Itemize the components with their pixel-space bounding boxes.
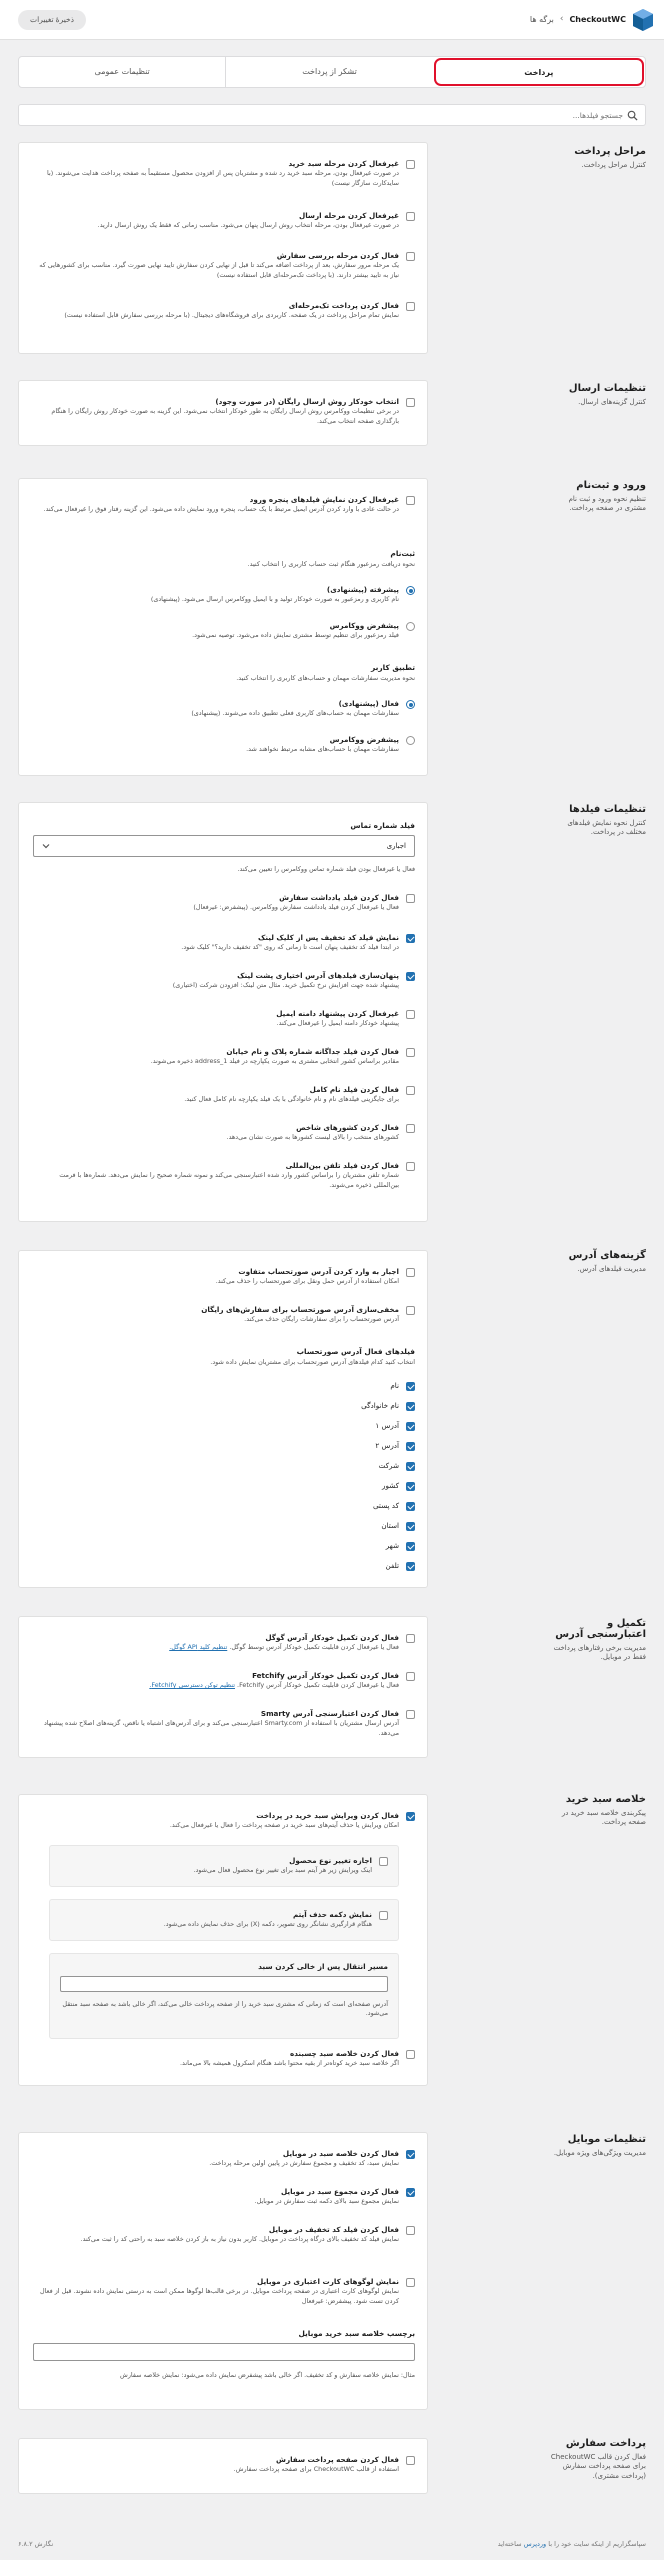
option-order-pay: فعال کردن صفحه پرداخت سفارش استفاده از قالب CheckoutWC برای صفحه پرداخت سفارش. — [33, 2455, 415, 2475]
checkbox[interactable] — [406, 1442, 415, 1451]
option-full-name: فعال کردن فیلد نام کامل برای جایگزینی فیلدهای نام و نام خانوادگی با یک فیلد یکپارچه نام کامل فعال کنید. — [33, 1085, 415, 1105]
checkbox[interactable] — [406, 2278, 415, 2287]
phone-field-help: فعال یا غیرفعال بودن فیلد شماره تماس ووکامرس را تعیین می‌کند. — [237, 865, 415, 873]
section-shipping-header — [546, 383, 646, 407]
option-coupon-link: نمایش فیلد کد تخفیف پس از کلیک لینک در ابتدا فیلد کد تخفیف پنهان است تا زمانی که روی "کد تخفیف دارید؟" کلیک شود. — [33, 933, 415, 953]
checkbox[interactable] — [406, 1634, 415, 1643]
section-title: گزینه‌های آدرس — [568, 1250, 646, 1261]
tab-general[interactable]: تنظیمات عمومی — [94, 67, 150, 76]
option-email-domain: غیرفعال کردن پیشنهاد دامنه ایمیل پیشنهاد خودکار دامنه ایمیل را غیرفعال می‌کند. — [33, 1009, 415, 1029]
tab-checkout[interactable]: پرداخت — [434, 58, 644, 86]
checkout-steps-card — [18, 142, 428, 354]
address-validation-card — [18, 1616, 428, 1758]
section-order-pay-header — [546, 2438, 646, 2481]
checkbox[interactable] — [406, 1710, 415, 1719]
cart-summary-card — [18, 1794, 428, 2086]
radio[interactable] — [406, 622, 415, 631]
checkbox[interactable] — [406, 1382, 415, 1391]
user-matching-group: تطبیق کاربر نحوه مدیریت سفارشات مهمان و حساب‌های کاربری را انتخاب کنید. — [236, 663, 415, 682]
option-variation-edit: اجازه تغییر نوع محصول اینک ویرایش زیر هر آیتم سبد برای تغییر نوع محصول فعال می‌شود. — [60, 1856, 388, 1876]
billing-field-state: استان — [33, 1521, 415, 1530]
option-mobile-totals: فعال کردن مجموع سبد در موبایل نمایش مجموع سبد بالای دکمه ثبت سفارش در موبایل. — [33, 2187, 415, 2207]
login-card — [18, 478, 428, 776]
checkbox[interactable] — [406, 160, 415, 169]
checkbox[interactable] — [379, 1857, 388, 1866]
section-desc: کنترل نحوه نمایش فیلدهای مختلف در پرداخت. — [567, 819, 646, 837]
option-hide-billing-free: مخفی‌سازی آدرس صورتحساب برای سفارش‌های رایگان آدرس صورتحساب را برای سفارشات رایگان حذف می‌کند. — [33, 1305, 415, 1325]
checkoutwc-logo-icon — [632, 8, 654, 32]
radio-registration-default: پیشفرض ووکامرس فیلد رمزعبور برای تنظیم توسط مشتری نمایش داده می‌شود. توصیه نمی‌شود. — [33, 621, 415, 641]
section-title: مراحل پرداخت — [574, 146, 646, 157]
checkbox[interactable] — [406, 1010, 415, 1019]
billing-field-first-name: نام — [33, 1381, 415, 1390]
section-checkout-steps-header — [546, 146, 646, 170]
section-desc: پیکربندی خلاصه سبد خرید در صفحه پرداخت. — [561, 1809, 646, 1827]
section-title: ورود و ثبت‌نام — [576, 480, 646, 491]
checkbox[interactable] — [406, 496, 415, 505]
option-disable-login-modal: غیرفعال کردن نمایش فیلدهای پنجره ورود در حالت عادی با وارد کردن آدرس ایمیل مرتبط با یک حساب، پنجره ورود نمایش داده می‌شود. این گزینه رفتار فوق را غیرفعال می‌کند. — [33, 495, 415, 515]
checkbox[interactable] — [406, 1162, 415, 1171]
checkbox[interactable] — [406, 1086, 415, 1095]
section-desc: کنترل گزینه‌های ارسال. — [578, 398, 646, 406]
option-force-billing: اجبار به وارد کردن آدرس صورتحساب متفاوت امکان استفاده از آدرس حمل ونقل برای صورتحساب را حذف می‌کند. — [33, 1267, 415, 1287]
section-desc: مدیریت فیلدهای آدرس. — [577, 1265, 646, 1273]
billing-field-last-name: نام خانوادگی — [33, 1401, 415, 1410]
checkbox[interactable] — [406, 934, 415, 943]
checkbox[interactable] — [406, 894, 415, 903]
radio-user-matching-enabled: فعال (پیشنهادی) سفارشات مهمان به حساب‌های کاربری فعلی تطبیق داده می‌شوند. (پیشنهادی) — [33, 699, 415, 719]
mobile-summary-label: برچسب خلاصه سبد خرید موبایل — [298, 2329, 415, 2338]
chevron-down-icon — [42, 842, 50, 850]
section-desc: کنترل مراحل پرداخت. — [581, 161, 646, 169]
checkbox[interactable] — [406, 1482, 415, 1491]
breadcrumb-app[interactable]: CheckoutWC — [569, 14, 626, 24]
section-title: خلاصه سبد خرید — [565, 1794, 646, 1805]
section-desc: مدیریت ویژگی‌های ویژه موبایل. — [553, 2149, 646, 2157]
checkbox[interactable] — [406, 972, 415, 981]
fetchify-token-link[interactable]: تنظیم توکن دسترسی Fetchify. — [149, 1681, 235, 1690]
checkbox[interactable] — [406, 1672, 415, 1681]
billing-field-address-2: آدرس ۲ — [33, 1441, 415, 1450]
option-review-step: فعال کردن مرحله بررسی سفارش یک مرحله مرور سفارش، بعد از پرداخت اضافه می‌کند تا قبل از نهایی کردن سفارش تایید نهایی صورت گیرد. مناسب برای کشورهایی که نیاز به تایید بیشتر دارند. (با پرداخت تک‌مرحله‌ای قابل استفاده نیست) — [33, 251, 415, 280]
option-remove-button: نمایش دکمه حذف آیتم هنگام قرارگیری نشانگر روی تصویر، دکمه (X) برای حذف نمایش داده می‌شود. — [60, 1910, 388, 1930]
checkbox[interactable] — [406, 2150, 415, 2159]
breadcrumb — [530, 14, 626, 24]
checkbox[interactable] — [406, 212, 415, 221]
checkbox[interactable] — [406, 1268, 415, 1277]
billing-field-city: شهر — [33, 1541, 415, 1550]
radio-registration-enhanced: پیشرفته (پیشنهادی) نام کاربری و رمزعبور به صورت خودکار تولید و با ایمیل ووکامرس ارسال می‌شود. (پیشنهادی) — [33, 585, 415, 605]
redirect-help: آدرس صفحه‌ای است که زمانی که مشتری سبد خرید را از صفحه پرداخت خالی می‌کند، اگر خالی باشد به صفحه سبد منتقل می‌شود. — [62, 2000, 388, 2018]
registration-group: ثبت‌نام نحوه دریافت رمزعبور هنگام ثبت حساب کاربری را انتخاب کنید. — [247, 549, 415, 568]
option-mobile-cart-summary: فعال کردن خلاصه سبد در موبایل نمایش سبد، کد تخفیف و مجموع سفارش در پایین اولین مرحله پرداخت. — [33, 2149, 415, 2169]
footer-version: نگارش ۶.۸.۲ — [18, 2540, 54, 2548]
mobile-summary-help: مثال: نمایش خلاصه سفارش و کد تخفیف. اگر خالی باشد پیشفرض نمایش داده می‌شود: نمایش خلاصه سفارش — [120, 2371, 415, 2379]
option-sticky-cart: فعال کردن خلاصه سبد چسبنده اگر خلاصه سبد خرید کوتاه‌تر از بقیه محتوا باشد هنگام اسکرول همیشه بالا می‌ماند. — [33, 2049, 415, 2069]
remove-button-box — [49, 1899, 399, 1941]
order-pay-card — [18, 2438, 428, 2494]
checkbox[interactable] — [406, 1124, 415, 1133]
option-fetchify: فعال کردن تکمیل خودکار آدرس Fetchify فعال یا غیرفعال کردن قابلیت تکمیل خودکار آدرس Fetchify. تنظیم توکن دسترسی Fetchify. — [33, 1671, 415, 1691]
option-disable-shipping-step: غیرفعال کردن مرحله ارسال در صورت غیرفعال بودن، مرحله انتخاب روش ارسال پنهان می‌شود. مناسب زمانی که فقط یک روش ارسال دارید. — [33, 211, 415, 231]
checkbox[interactable] — [406, 302, 415, 311]
section-title: پرداخت سفارش — [565, 2438, 646, 2449]
section-address-validation-header — [546, 1618, 646, 1663]
settings-tabs — [18, 56, 646, 88]
section-desc: مدیریت برخی رفتارهای پرداخت فقط در موبایل. — [553, 1644, 646, 1662]
empty-cart-redirect-input[interactable] — [60, 1976, 388, 1992]
option-smarty: فعال کردن اعتبارسنجی آدرس Smarty آدرس ارسال مشتریان با استفاده از Smarty.com اعتبارسنجی می‌کند و برای آدرس‌های اشتباه یا ناقص، گزینه‌های اصلاح شده پیشنهاد می‌دهد. — [33, 1709, 415, 1738]
checkbox[interactable] — [406, 1812, 415, 1821]
option-one-page-checkout: فعال کردن پرداخت تک‌مرحله‌ای نمایش تمام مراحل پرداخت در یک صفحه. کاربردی برای فروشگاه‌های دیجیتال. (با مرحله بررسی سفارش قابل استفاده نیست) — [33, 301, 415, 321]
mobile-summary-input[interactable] — [33, 2343, 415, 2361]
section-title: تکمیل و اعتبارسنجی آدرس — [555, 1618, 646, 1640]
option-international-phone: فعال کردن فیلد تلفن بین‌المللی شماره تلفن مشتریان را براساس کشور وارد شده اعتبارسنجی می‌کند و نمونه شماره صحیح را نمایش می‌دهد. شماره‌ها با فرمت بین‌المللی ذخیره می‌شوند. — [33, 1161, 415, 1190]
section-cart-summary-header — [546, 1794, 646, 1828]
billing-field-country: کشور — [33, 1481, 415, 1490]
redirect-label: مسیر انتقال پس از خالی کردن سبد — [258, 1962, 388, 1971]
tab-thank-you[interactable]: تشکر از پرداخت — [225, 57, 432, 87]
section-desc: فعال کردن قالب CheckoutWC برای صفحه پرداخت سفارش (پرداخت مشتری). — [550, 2453, 646, 2480]
section-mobile-header — [546, 2134, 646, 2158]
fields-card — [18, 802, 428, 1222]
billing-field-company: شرکت — [33, 1461, 415, 1470]
checkbox[interactable] — [406, 1522, 415, 1531]
option-highlighted-countries: فعال کردن کشورهای شاخص کشورهای منتخب را بالای لیست کشورها به صورت نشان می‌دهد. — [33, 1123, 415, 1143]
shipping-card — [18, 380, 428, 446]
checkbox[interactable] — [406, 1402, 415, 1411]
option-order-notes: فعال کردن فیلد یادداشت سفارش فعال یا غیرفعال کردن فیلد یادداشت سفارش ووکامرس. (پیشفرض: غیرفعال) — [33, 893, 415, 913]
checkbox[interactable] — [406, 1542, 415, 1551]
top-bar — [0, 0, 664, 40]
radio[interactable] — [406, 736, 415, 745]
checkbox[interactable] — [406, 2050, 415, 2059]
section-address-options-header — [546, 1250, 646, 1274]
checkbox[interactable] — [406, 252, 415, 261]
save-changes-button[interactable]: ذخیرهٔ تغییرات — [18, 10, 86, 30]
section-desc: تنظیم نحوه ورود و ثبت نام مشتری در صفحه پرداخت. — [568, 495, 646, 513]
search-input[interactable] — [18, 104, 646, 126]
footer-credit: سپاسگزاریم از اینکه سایت خود را با وردپرس ساخته‌اید — [497, 2540, 646, 2548]
option-mobile-coupon: فعال کردن فیلد کد تخفیف در موبایل نمایش فیلد کد تخفیف بالای درگاه پرداخت در موبایل. کاربر بدون نیاز به باز کردن خلاصه سبد به راحتی کد را ثبت می‌کند. — [33, 2225, 415, 2245]
radio-user-matching-default: پیشفرض ووکامرس سفارشات مهمان با حساب‌های مشابه مرتبط نخواهند شد. — [33, 735, 415, 755]
checkbox[interactable] — [406, 2456, 415, 2465]
empty-cart-redirect-box — [49, 1953, 399, 2039]
billing-field-postcode: کد پستی — [33, 1501, 415, 1510]
google-api-key-link[interactable]: تنظیم کلید API گوگل. — [169, 1643, 228, 1652]
variation-edit-box — [49, 1845, 399, 1887]
option-house-number: فعال کردن فیلد جداگانه شماره پلاک و نام خیابان مقادیر براساس کشور انتخابی مشتری به صورت یکپارچه در فیلد address_1 ذخیره می‌شوند. — [33, 1047, 415, 1067]
address-options-card — [18, 1250, 428, 1588]
section-title: تنظیمات موبایل — [567, 2134, 646, 2145]
phone-field-group: فیلد شماره تماس — [350, 821, 415, 830]
option-mobile-card-logos: نمایش لوگوهای کارت اعتباری در موبایل نمایش لوگوهای کارت اعتباری در صفحه پرداخت موبایل. در برخی قالب‌ها لوگوها ممکن است به درستی نمایش داده نشوند. قبل از فعال کردن تست شود. پیشفرض: غیرفعال — [33, 2277, 415, 2306]
checkbox[interactable] — [406, 1502, 415, 1511]
billing-fields-group: فیلدهای فعال آدرس صورتحساب انتخاب کنید کدام فیلدهای آدرس صورتحساب برای مشتریان نمایش داده شود. — [210, 1347, 415, 1366]
checkbox[interactable] — [406, 1462, 415, 1471]
phone-field-select[interactable]: اجباری — [33, 835, 415, 857]
option-cart-editing: فعال کردن ویرایش سبد خرید در پرداخت امکان ویرایش یا حذف آیتم‌های سبد خرید در صفحه پرداخت را فعال یا غیرفعال می‌کند. — [33, 1811, 415, 1831]
checkbox[interactable] — [406, 1562, 415, 1571]
checkbox[interactable] — [406, 1306, 415, 1315]
breadcrumb-current: برگه ها — [529, 14, 554, 24]
option-disable-cart-step: غیرفعال کردن مرحله سبد خرید در صورت غیرفعال بودن، مرحله سبد خرید رد شده و مشتریان پس از افزودن محصول مستقیماً به صفحه پرداخت هدایت می‌شوند. (با سایدکارت سازگار نیست) — [33, 159, 415, 188]
wordpress-link[interactable]: وردپرس — [523, 2540, 547, 2548]
section-title: تنظیمات فیلدها — [569, 804, 646, 815]
section-fields-header — [546, 804, 646, 838]
checkbox[interactable] — [406, 398, 415, 407]
option-google-autocomplete: فعال کردن تکمیل خودکار آدرس گوگل فعال یا غیرفعال کردن قابلیت تکمیل خودکار آدرس توسط گوگل. تنظیم کلید API گوگل. — [33, 1633, 415, 1653]
radio[interactable] — [406, 700, 415, 709]
radio[interactable] — [406, 586, 415, 595]
checkbox[interactable] — [406, 2188, 415, 2197]
section-login-header — [546, 480, 646, 514]
billing-field-address-1: آدرس ۱ — [33, 1421, 415, 1430]
search-icon — [627, 110, 638, 121]
option-auto-free-shipping: انتخاب خودکار روش ارسال رایگان (در صورت وجود) در برخی تنظیمات ووکامرس روش ارسال رایگان به طور خودکار انتخاب نمی‌شود. این گزینه به صورت خودکار روش رایگان را هنگام بارگذاری صفحه انتخاب می‌کند. — [33, 397, 415, 426]
billing-field-phone: تلفن — [33, 1561, 415, 1570]
search-placeholder: جستجو فیلدها... — [572, 111, 623, 120]
chevron-left-icon: › — [559, 14, 564, 24]
section-title: تنظیمات ارسال — [568, 383, 646, 394]
checkbox[interactable] — [406, 2226, 415, 2235]
mobile-card — [18, 2132, 428, 2410]
checkbox[interactable] — [379, 1911, 388, 1920]
checkbox[interactable] — [406, 1048, 415, 1057]
option-hide-optional-address: پنهان‌سازی فیلدهای آدرس اختیاری پشت لینک پیشنهاد شده جهت افزایش نرخ تکمیل خرید. مثال متن لینک: افزودن شرکت (اختیاری) — [33, 971, 415, 991]
checkbox[interactable] — [406, 1422, 415, 1431]
